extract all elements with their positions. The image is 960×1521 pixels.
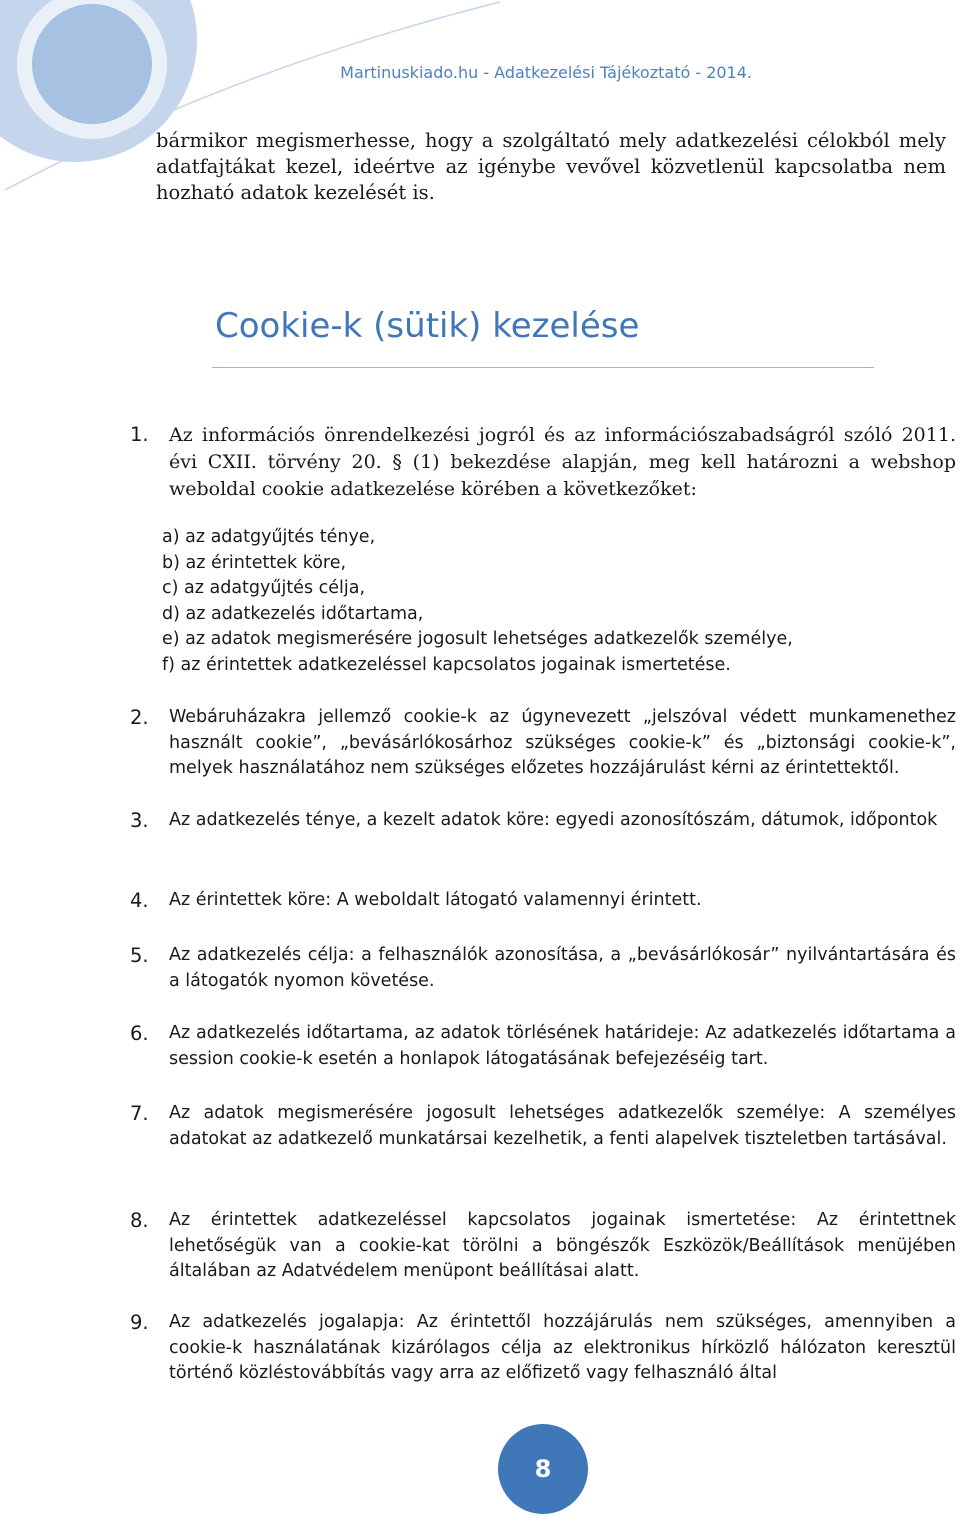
item-number: 8.: [130, 1209, 149, 1232]
item-number: 1.: [130, 423, 149, 446]
heading-divider: [212, 367, 874, 368]
page-number-badge: [498, 1424, 588, 1514]
intro-paragraph: bármikor megismerhesse, hogy a szolgáltató mely adatkezelési célokból mely adatfajtákat kezel, ideértve az igénybe vevővel közvetlenül kapcsolatba nem hozható adatok kezelését is.: [156, 129, 946, 204]
item-number: 5.: [130, 944, 149, 967]
item-text: Webáruházakra jellemző cookie-k az úgynevezett „jelszóval védett munkamenethez használt cookie”, „bevásárlókosárhoz szükséges cookie-k” és „biztonsági cookie-k”, melyek használatához nem szükséges előzetes hozzájárulást kérni az érintettektől.: [169, 707, 956, 778]
item-text: Az adatkezelés célja: a felhasználók azonosítása, a „bevásárlókosár” nyilvántartására és a látogatók nyomon követése.: [169, 945, 956, 991]
sublist-item: d) az adatkezelés időtartama,: [162, 603, 424, 624]
item-text: Az adatkezelés ténye, a kezelt adatok köre: egyedi azonosítószám, dátumok, időpontok: [169, 810, 938, 830]
item-text: Az érintettek adatkezeléssel kapcsolatos jogainak ismertetése: Az érintettnek lehetőségük van a cookie-kat törölni a böngészők Eszközök/Beállítások menüjében általában az Adatvédelem menüpont beállításai alatt.: [169, 1210, 956, 1281]
section-heading: Cookie-k (sütik) kezelése: [215, 306, 640, 346]
item-number: 7.: [130, 1102, 149, 1125]
sublist: [162, 525, 793, 678]
item-text: Az információs önrendelkezési jogról és az információszabadságról szóló 2011. évi CXII. törvény 20. § (1) bekezdése alapján, meg kell határozni a webshop weboldal cookie adatkezelése körében a következőket:: [169, 424, 956, 500]
sublist-item: f) az érintettek adatkezeléssel kapcsolatos jogainak ismertetése.: [162, 654, 731, 675]
item-text: Az érintettek köre: A weboldalt látogató valamennyi érintett.: [169, 890, 702, 910]
item-number: 6.: [130, 1022, 149, 1045]
page-number: 8: [534, 1455, 552, 1483]
item-number: 2.: [130, 706, 149, 729]
item-text: Az adatkezelés jogalapja: Az érintettől hozzájárulás nem szükséges, amennyiben a cookie-k használatának kizárólagos célja az elektronikus hírközlő hálózaton keresztül történő közléstovábbítás vagy arra az előfizető vagy felhasználó által: [169, 1312, 956, 1383]
item-text: Az adatok megismerésére jogosult lehetséges adatkezelők személye: A személyes adatokat az adatkezelő munkatársai kezelhetik, a fenti alapelvek tiszteletben tartásával.: [169, 1103, 956, 1149]
sublist-item: c) az adatgyűjtés célja,: [162, 578, 366, 598]
sublist-item: b) az érintettek köre,: [162, 552, 347, 573]
item-number: 4.: [130, 889, 149, 912]
item-number: 9.: [130, 1311, 149, 1334]
header-title: Martinuskiado.hu - Adatkezelési Tájékoztató - 2014.: [340, 63, 752, 82]
item-text: Az adatkezelés időtartama, az adatok törlésének határideje: Az adatkezelés időtartama a session cookie-k esetén a honlapok látogatásának befejezéséig tart.: [169, 1023, 956, 1069]
sublist-item: a) az adatgyűjtés ténye,: [162, 527, 376, 547]
item-number: 3.: [130, 809, 149, 832]
sublist-item: e) az adatok megismerésére jogosult lehetséges adatkezelők személye,: [162, 629, 793, 649]
